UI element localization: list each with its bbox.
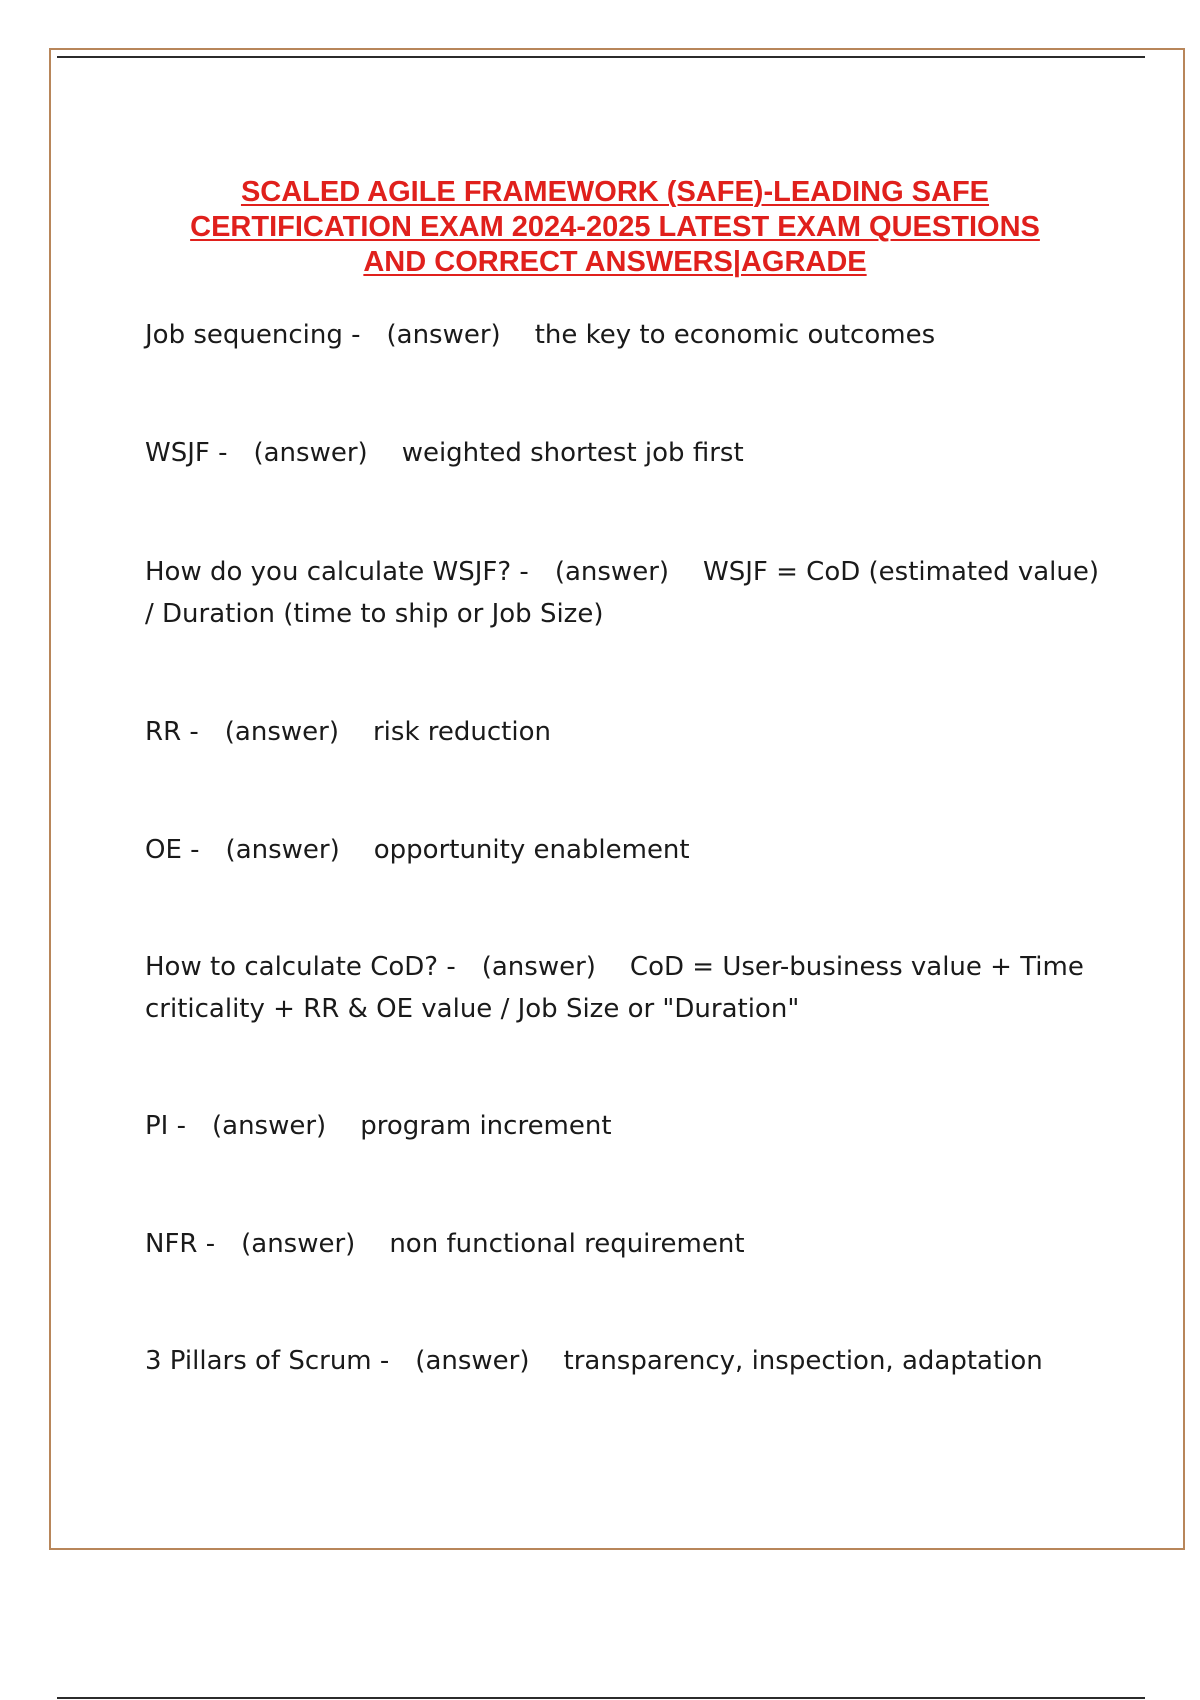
qa-item-rr	[145, 711, 1100, 753]
answer-marker: (answer)	[225, 835, 340, 865]
qa-answer: program increment	[360, 1111, 612, 1141]
answer-marker: (answer)	[212, 1111, 327, 1141]
bottom-rule	[57, 1697, 1145, 1699]
qa-answer: the key to economic outcomes	[534, 320, 936, 350]
title-line-3: AND CORRECT ANSWERS|AGRADE	[363, 246, 867, 278]
answer-marker: (answer)	[554, 557, 670, 587]
qa-answer: CoD = User-business value + Time criticality + RR & OE value / Job Size or "Duration"	[145, 952, 1084, 1024]
answer-marker: (answer)	[253, 438, 368, 468]
qa-item-oe	[145, 829, 1100, 871]
qa-term: 3 Pillars of Scrum -	[145, 1346, 390, 1376]
answer-marker: (answer)	[415, 1346, 530, 1376]
document-title	[130, 175, 1100, 280]
qa-item-calculate-wsjf	[145, 551, 1100, 635]
qa-term: PI -	[145, 1111, 186, 1141]
title-line-2: CERTIFICATION EXAM 2024-2025 LATEST EXAM QUESTIONS	[190, 211, 1040, 243]
qa-item-calculate-cod	[145, 946, 1100, 1030]
qa-answer: WSJF = CoD (estimated value) / Duration (time to ship or Job Size)	[145, 557, 1100, 629]
answer-marker: (answer)	[241, 1229, 356, 1259]
answer-marker: (answer)	[481, 952, 596, 982]
qa-term: How to calculate CoD? -	[145, 952, 456, 982]
qa-item-pillars-of-scrum	[145, 1340, 1100, 1382]
qa-term: OE -	[145, 835, 200, 865]
qa-answer: weighted shortest job first	[401, 438, 744, 468]
qa-answer: transparency, inspection, adaptation	[563, 1346, 1043, 1376]
qa-answer: risk reduction	[372, 717, 551, 747]
qa-answer: opportunity enablement	[373, 835, 690, 865]
qa-term: Job sequencing -	[145, 320, 361, 350]
qa-item-nfr	[145, 1223, 1100, 1265]
answer-marker: (answer)	[224, 717, 339, 747]
qa-item-job-sequencing	[145, 314, 1100, 356]
title-line-1: SCALED AGILE FRAMEWORK (SAFE)-LEADING SAFE	[240, 176, 990, 208]
qa-term: NFR -	[145, 1229, 216, 1259]
answer-marker: (answer)	[386, 320, 501, 350]
qa-item-wsjf	[145, 432, 1100, 474]
qa-term: How do you calculate WSJF? -	[145, 557, 529, 587]
qa-term: WSJF -	[145, 438, 228, 468]
qa-item-pi	[145, 1105, 1100, 1147]
qa-answer: non functional requirement	[389, 1229, 745, 1259]
qa-term: RR -	[145, 717, 199, 747]
